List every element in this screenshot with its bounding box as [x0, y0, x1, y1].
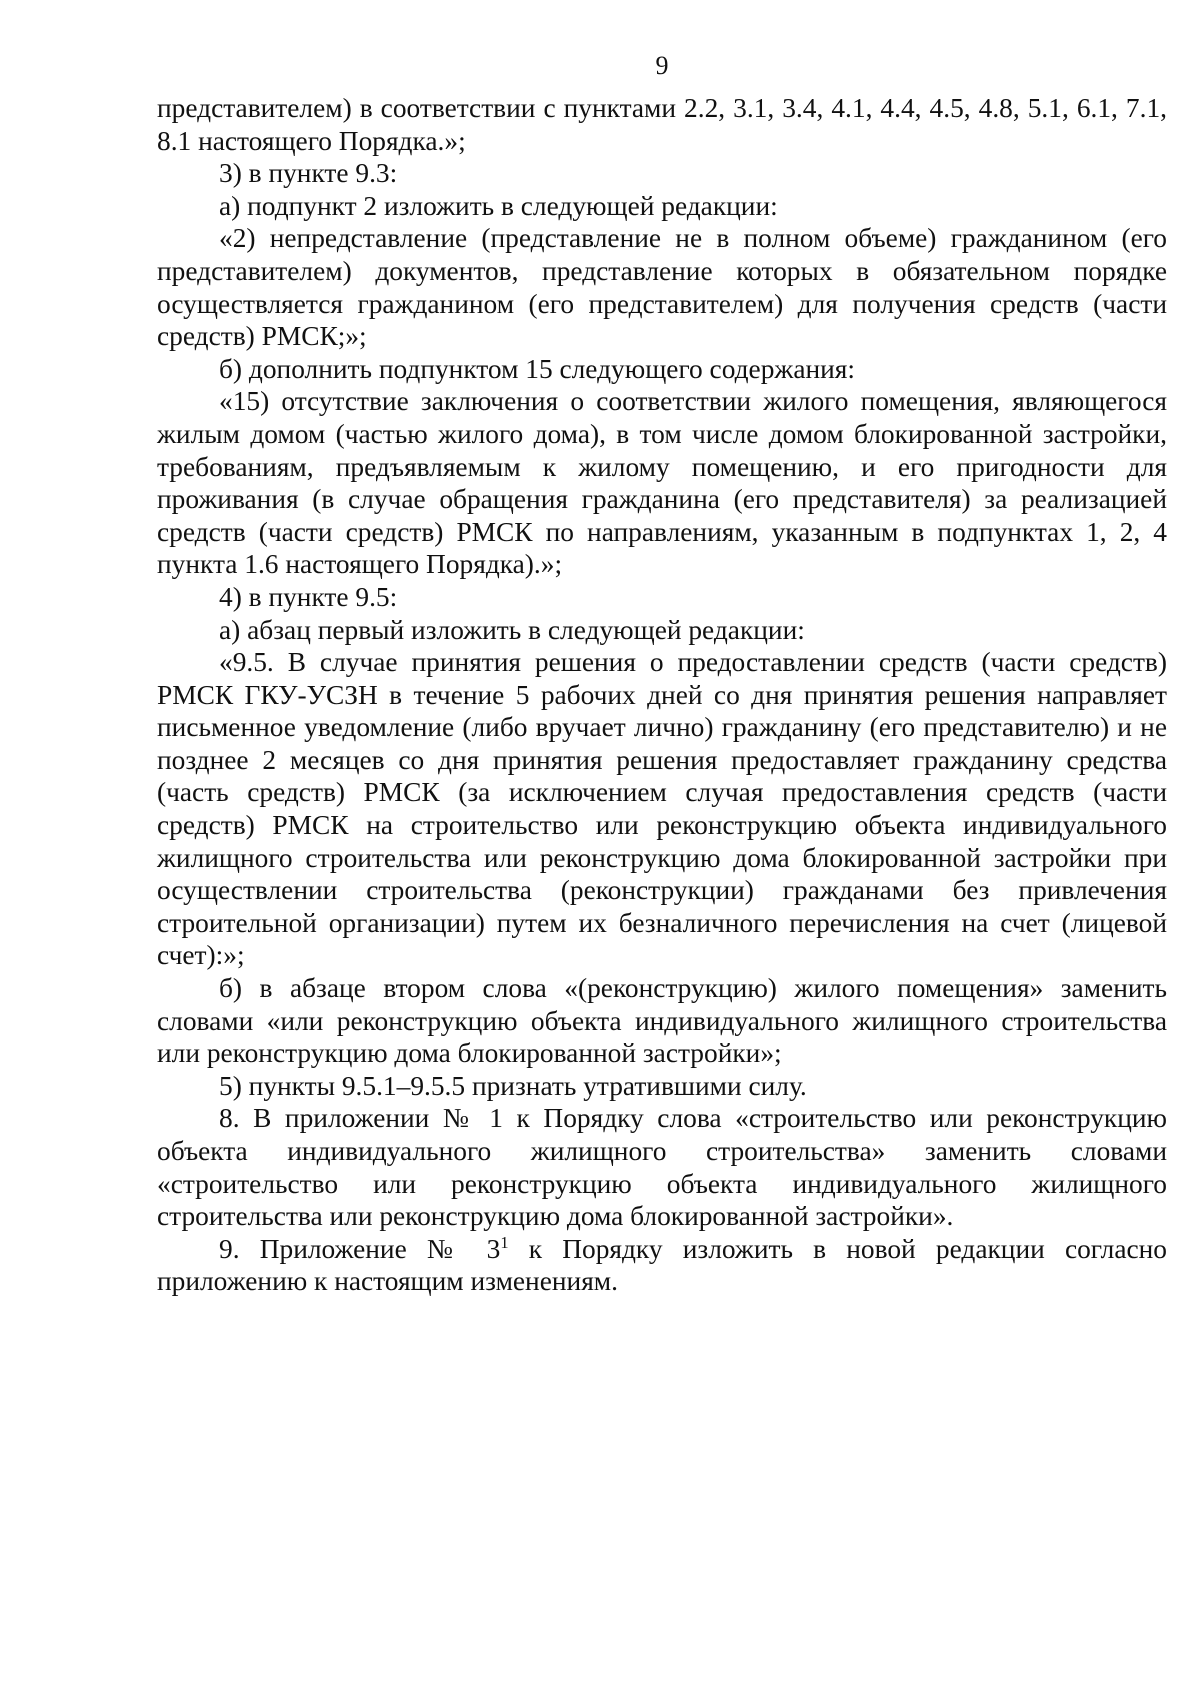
paragraph-item-5: 5) пункты 9.5.1–9.5.5 признать утратившими силу.	[219, 1070, 807, 1101]
document-page	[157, 0, 1167, 1695]
document-body	[157, 92, 1167, 1298]
paragraph-item-4: 4) в пункте 9.5:	[219, 581, 398, 612]
paragraph-item-9-start: 9. Приложение № 3	[219, 1233, 501, 1264]
paragraph-subitem-b: б) дополнить подпунктом 15 следующего содержания:	[219, 353, 856, 384]
paragraph-continuation: представителем) в соответствии с пунктами 2.2, 3.1, 3.4, 4.1, 4.4, 4.5, 4.8, 5.1, 6.1, 7.1, 8.1 настоящего Порядка.»;	[157, 93, 1167, 156]
paragraph-item-9	[157, 1233, 1167, 1298]
paragraph-item-8: 8. В приложении № 1 к Порядку слова «строительство или реконструкцию объекта индивидуального жилищного строительства» заменить словами «строительство или реконструкцию объекта индивидуального жилищного строительства или реконструкцию дома блокированной застройки».	[157, 1103, 1167, 1232]
paragraph-subitem-b-2: б) в абзаце втором слова «(реконструкцию) жилого помещения» заменить словами «или реконструкцию объекта индивидуального жилищного строительства или реконструкцию дома блокированной застройки»;	[157, 973, 1167, 1069]
page-number: 9	[655, 51, 669, 80]
superscript-mark: 1	[500, 1232, 509, 1252]
paragraph-quoted-subitem-15: «15) отсутствие заключения о соответствии жилого помещения, являющегося жилым домом (частью жилого дома), в том числе домом блокированной застройки, требованиям, предъявляемым к жилому помещению, и его пригодности для проживания (в случае обращения гражданина (его представителя) за реализацией средств (части средств) РМСК по направлениям, указанным в подпунктах 1, 2, 4 пункта 1.6 настоящего Порядка).»;	[157, 386, 1167, 580]
paragraph-subitem-a: а) подпункт 2 изложить в следующей редакции:	[219, 190, 778, 221]
paragraph-item-9-end: к Порядку изложить в новой редакции согласно приложению к настоящим изменениям.	[157, 1233, 1167, 1297]
paragraph-quoted-9-5: «9.5. В случае принятия решения о предоставлении средств (части средств) РМСК ГКУ-УСЗН в течение 5 рабочих дней со дня принятия решения направляет письменное уведомление (либо вручает лично) гражданину (его представителю) и не позднее 2 месяцев со дня принятия решения предоставляет гражданину средства (часть средств) РМСК (за исключением случая предоставления средств (части средств) РМСК на строительство или реконструкцию объекта индивидуального жилищного строительства или реконструкцию дома блокированной застройки при осуществлении строительства (реконструкции) гражданами без привлечения строительной организации) путем их безналичного перечисления на счет (лицевой счет):»;	[157, 647, 1167, 971]
paragraph-subitem-a-2: а) абзац первый изложить в следующей редакции:	[219, 614, 805, 645]
paragraph-quoted-subitem-2: «2) непредставление (представление не в полном объеме) гражданином (его представителем) документов, представление которых в обязательном порядке осуществляется гражданином (его представителем) для получения средств (части средств) РМСК;»;	[157, 223, 1167, 352]
paragraph-item-3: 3) в пункте 9.3:	[219, 158, 398, 189]
